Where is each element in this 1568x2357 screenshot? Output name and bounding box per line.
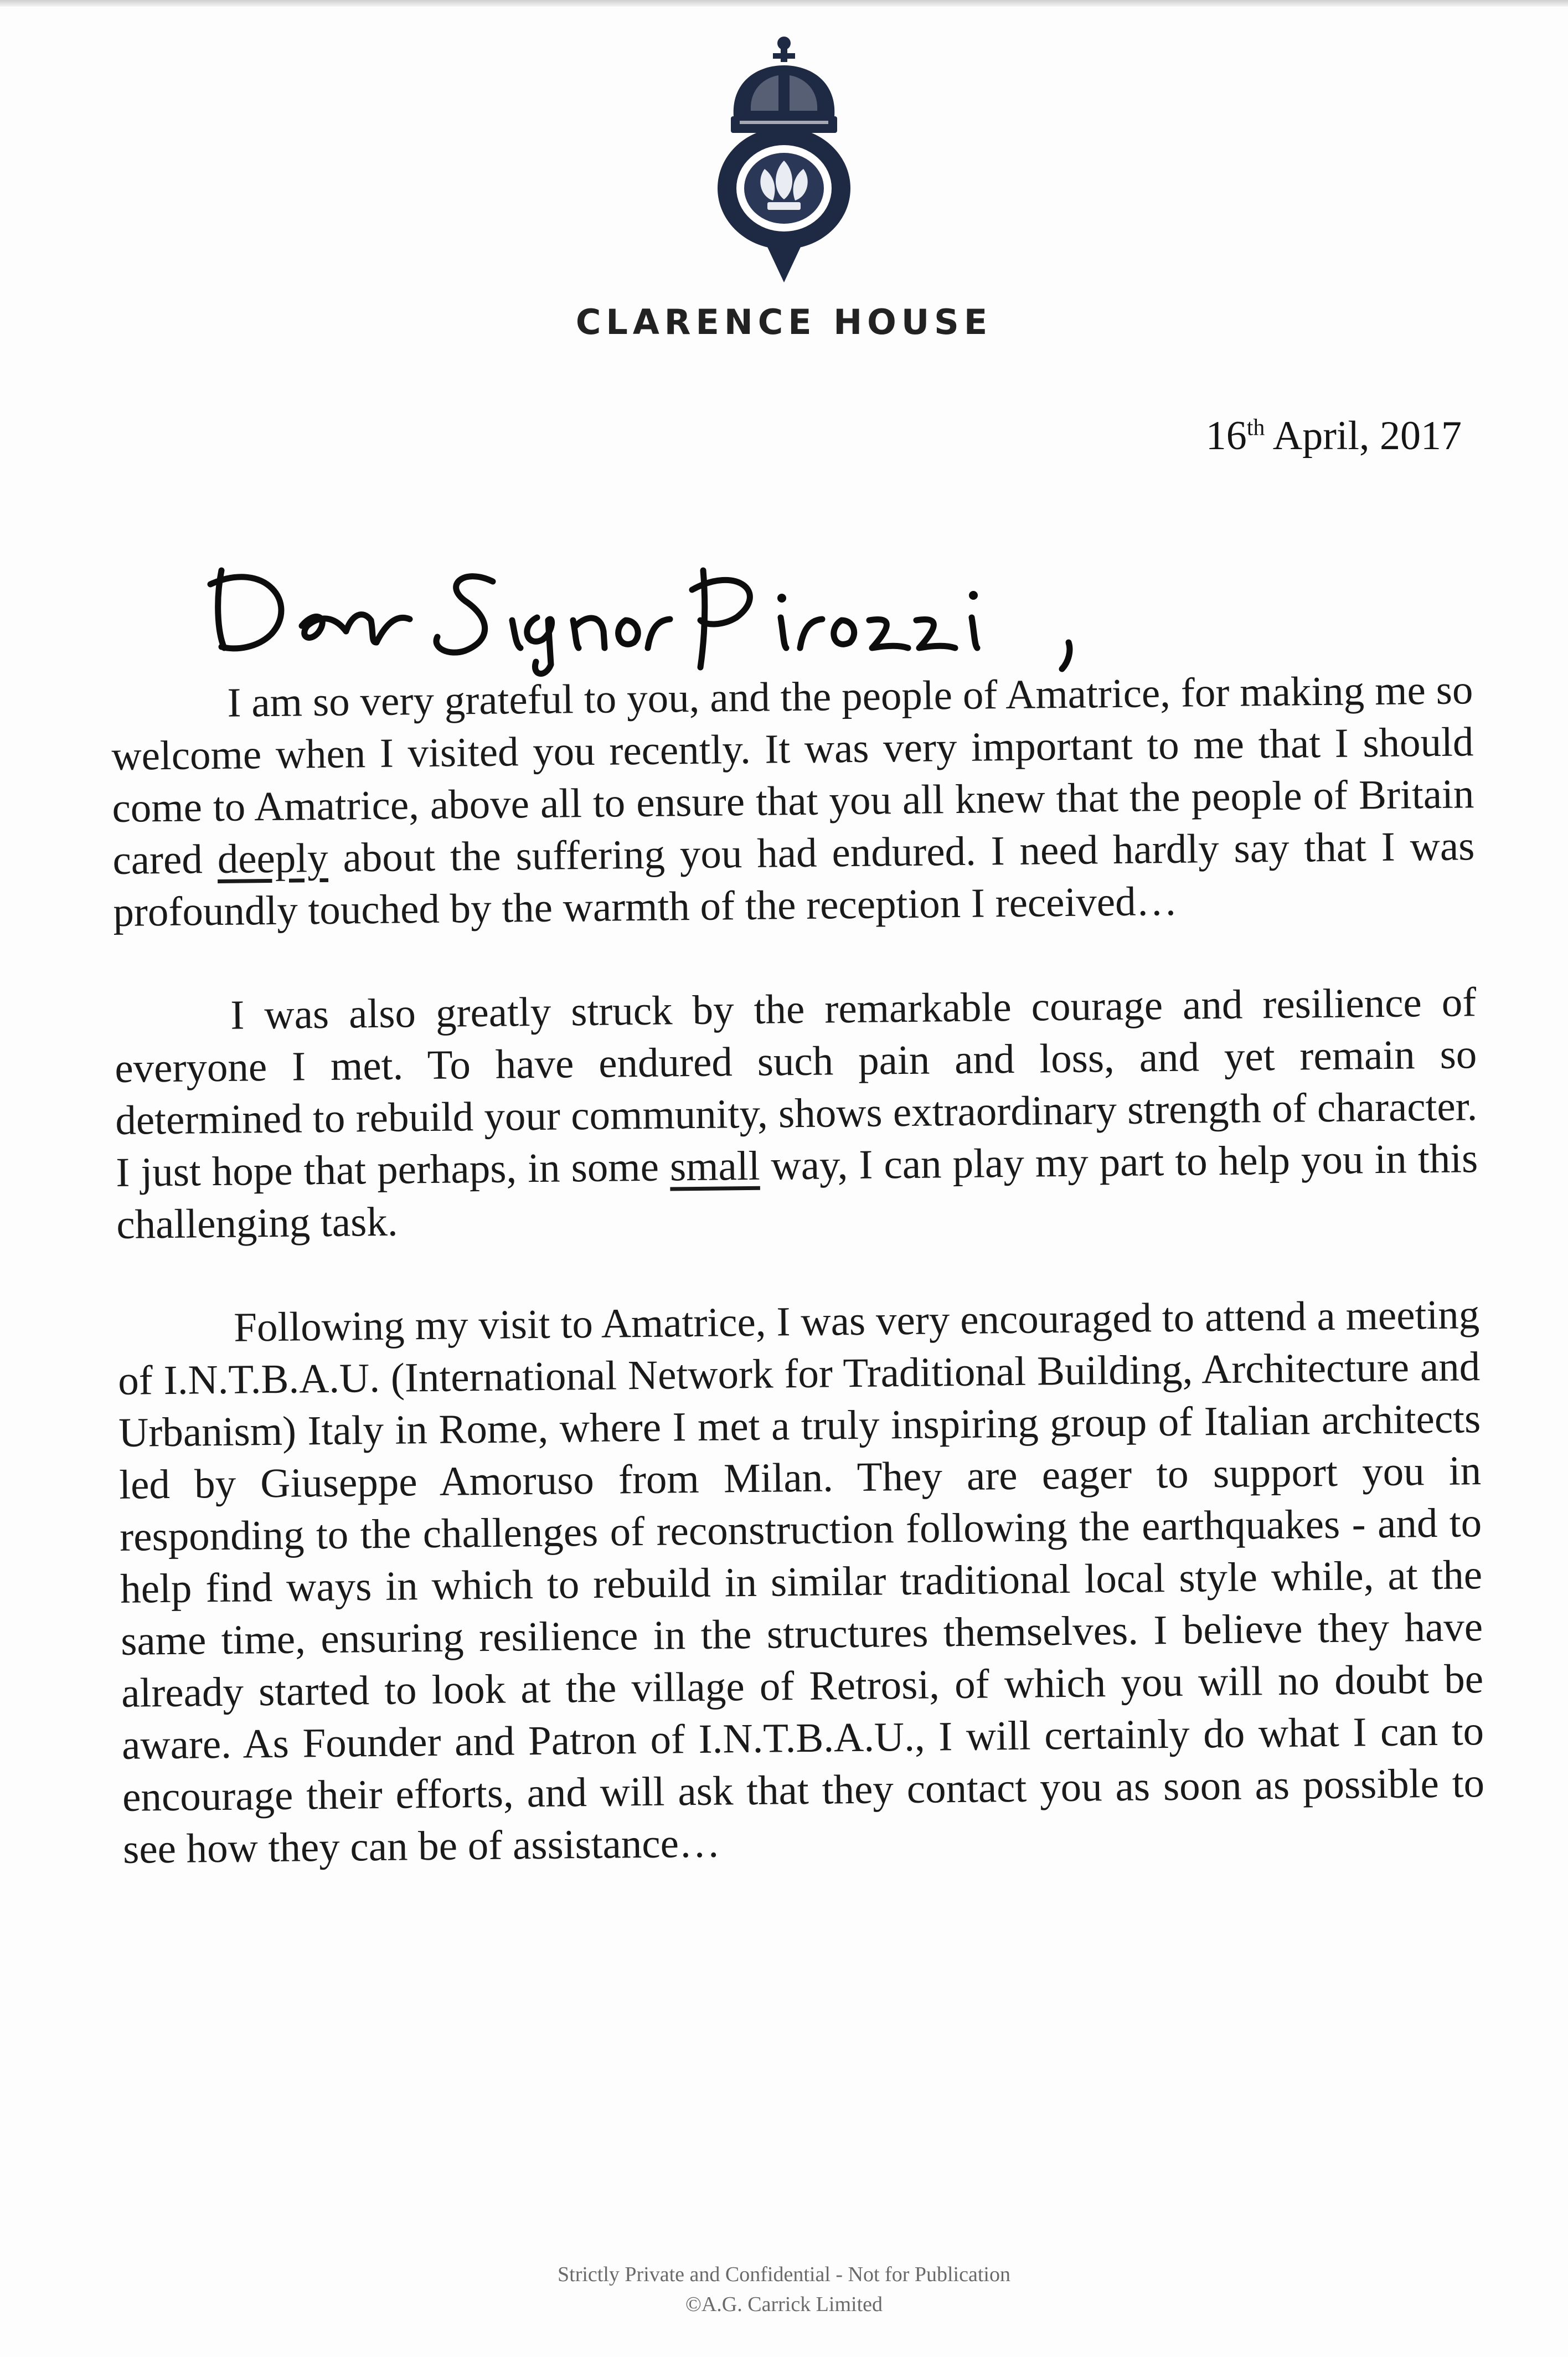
date-suffix: th bbox=[1246, 415, 1265, 441]
paragraph-2-text-b: way, I can play my part to help you in this challenging task. bbox=[116, 1135, 1478, 1248]
paragraph-1-text-b: about the suffering you had endured. I need hardly say that I was profoundly touched by the warmth of the reception I received… bbox=[112, 823, 1475, 935]
paragraph-2-text-a: I was also greatly struck by the remarkable courage and resilience of everyone I met. To have endured such pain and loss, and yet remain so determined to rebuild your community, shows extraordinary strength of character. I just hope that perhaps, in some bbox=[114, 979, 1478, 1196]
paragraph-3: Following my visit to Amatrice, I was very encouraged to attend a meeting of I.N.T.B.A.U. (International Network for Traditional Building, Architecture and Urbanism) Italy in Rome, where I met a truly inspiring group of Italian architects led by Giuseppe Amoruso from Milan. They are eager to support you in responding to the challenges of reconstruction following the earthquakes - and to help find ways in which to rebuild in similar traditional local style while, at the same time, ensuring resilience in the structures themselves. I believe they have already started to look at the village of Retrosi, of which you will no doubt be aware. As Founder and Patron of I.N.T.B.A.U., I will certainly do what I can to encourage their efforts, and will ask that they contact you as soon as possible to see how they can be of assistance… bbox=[117, 1291, 1485, 1872]
date-month-year: April, 2017 bbox=[1265, 413, 1462, 459]
footer-copyright-line: ©A.G. Carrick Limited bbox=[685, 2293, 883, 2316]
page-top-edge bbox=[0, 0, 1568, 7]
paragraph-1 bbox=[111, 664, 1476, 939]
letter-body bbox=[111, 664, 1486, 1928]
paragraph-1-text-a: I am so very grateful to you, and the people of Amatrice, for making me so welcome when I visited you recently. It was very important to me that I should come to Amatrice, above all to ensure that you all knew that the people of Britain cared bbox=[111, 667, 1474, 883]
date-day: 16 bbox=[1205, 413, 1247, 459]
footer-confidential-line: Strictly Private and Confidential - Not for Publication bbox=[558, 2263, 1010, 2286]
letter-footer bbox=[443, 2260, 1125, 2319]
underlined-word-deeply: deeply bbox=[217, 835, 329, 882]
handwritten-salutation bbox=[205, 537, 1146, 681]
underlined-word-small: small bbox=[669, 1143, 760, 1190]
royal-crest-icon bbox=[695, 33, 873, 288]
paragraph-2 bbox=[114, 976, 1479, 1251]
letterhead-title: CLARENCE HOUSE bbox=[575, 302, 993, 342]
letter-date bbox=[1118, 413, 1462, 460]
